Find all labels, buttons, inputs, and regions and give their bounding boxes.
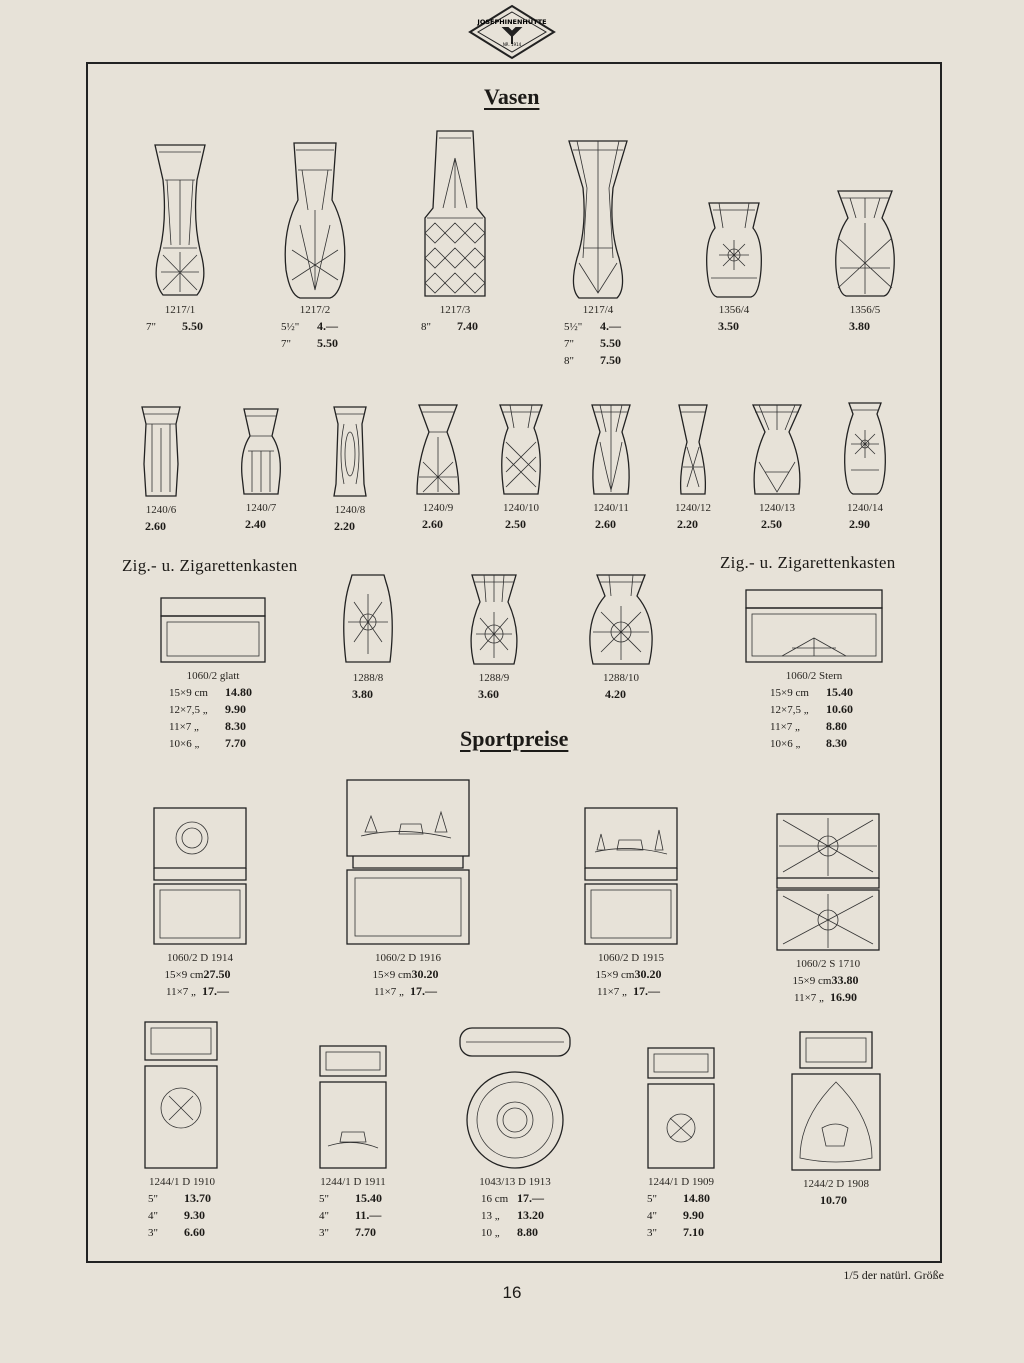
- price: 27.50: [203, 967, 231, 981]
- size-label: 3": [148, 1227, 158, 1239]
- price: 13.20: [517, 1208, 544, 1222]
- article-number: 1240/11: [593, 502, 629, 514]
- price: 8.30: [225, 719, 246, 733]
- box-drawing: [148, 804, 252, 948]
- heading-zigarettenkasten-left: Zig.- u. Zigarettenkasten: [122, 556, 298, 575]
- size-label: 12×7,5 „: [169, 704, 208, 716]
- article-number: 1217/3: [439, 304, 471, 316]
- article-number: 1240/8: [334, 504, 366, 516]
- price: 14.80: [683, 1191, 710, 1205]
- price: 2.40: [245, 517, 266, 531]
- cigarette-box-1060-2-stern: [740, 586, 888, 752]
- article-number: 1240/6: [145, 504, 177, 516]
- vase-drawing: [464, 572, 524, 668]
- price: 15.40: [355, 1191, 382, 1205]
- vase-drawing: [749, 402, 805, 498]
- sport-box-1060-2-d-1914: [144, 804, 256, 1000]
- logo-text: JOSEPHINENHÜTTE: [477, 18, 547, 26]
- price: 7.50: [600, 353, 621, 367]
- price: 8.80: [517, 1225, 538, 1239]
- size-label: 7": [281, 338, 291, 350]
- vase-drawing: [563, 138, 633, 300]
- price: 3.60: [478, 687, 499, 701]
- vase-1288-8: [330, 572, 406, 703]
- heading-zigarettenkasten-right: Zig.- u. Zigarettenkasten: [720, 553, 896, 572]
- price: 16.90: [830, 990, 857, 1004]
- size-label: 12×7,5 „: [770, 704, 809, 716]
- vase-drawing: [588, 402, 634, 498]
- vase-drawing: [830, 188, 900, 300]
- size-label: 5½": [564, 321, 583, 333]
- article-number: 1356/4: [718, 304, 750, 316]
- vase-drawing: [338, 572, 398, 668]
- article-number: 1244/1 D 1910: [149, 1176, 215, 1188]
- price: 7.10: [683, 1225, 704, 1239]
- vase-1288-9: [456, 572, 532, 703]
- price: 15.40: [826, 685, 853, 699]
- vase-drawing: [415, 128, 495, 300]
- price: 9.90: [225, 702, 246, 716]
- price: 3.80: [352, 687, 373, 701]
- size-label: 3": [647, 1227, 657, 1239]
- size-label: 11×7 „: [794, 992, 824, 1004]
- article-number: 1240/9: [422, 502, 454, 514]
- price: 8.80: [826, 719, 847, 733]
- scale-note: 1/5 der natürl. Größe: [843, 1268, 944, 1282]
- size-label: 4": [319, 1210, 329, 1222]
- price: 11.—: [355, 1208, 382, 1222]
- size-label: 5½": [281, 321, 300, 333]
- vase-1217-4: [548, 138, 648, 369]
- price: 7.70: [225, 736, 246, 750]
- article-number: 1060/2 D 1916: [375, 952, 441, 964]
- price: 2.60: [422, 517, 443, 531]
- price: 17.—: [202, 984, 229, 998]
- article-number: 1060/2 S 1710: [795, 958, 861, 970]
- price: 2.50: [505, 517, 526, 531]
- price: 5.50: [182, 319, 203, 333]
- article-number: 1244/2 D 1908: [803, 1178, 869, 1190]
- size-label: 5": [148, 1193, 158, 1205]
- price: 30.20: [411, 967, 439, 981]
- vase-1240-9: [393, 402, 483, 533]
- page-number: 16: [502, 1283, 522, 1302]
- vase-drawing: [699, 200, 769, 300]
- box-drawing: [157, 594, 269, 666]
- price: 9.30: [184, 1208, 205, 1222]
- vase-drawing: [145, 140, 215, 300]
- ashtray-1043-13-d-1913: [450, 1024, 580, 1241]
- price: 8.30: [826, 736, 847, 750]
- size-label: 15×9 cm: [372, 969, 412, 981]
- vase-1217-2: [265, 140, 365, 352]
- vase-drawing: [238, 406, 284, 498]
- article-number: 1288/9: [478, 672, 510, 684]
- price: 17.—: [410, 984, 437, 998]
- size-label: 15×9 cm: [792, 975, 832, 987]
- vase-1240-7: [216, 406, 306, 533]
- size-label: 11×7 „: [770, 721, 800, 733]
- vase-drawing: [583, 572, 659, 668]
- article-number: 1240/14: [846, 502, 884, 514]
- size-label: 11×7 „: [169, 721, 199, 733]
- price: 4.—: [317, 319, 338, 333]
- article-number: 1240/7: [245, 502, 277, 514]
- price: 2.20: [334, 519, 355, 533]
- vase-drawing: [675, 402, 711, 498]
- vase-drawing: [138, 404, 184, 500]
- size-label: 10×6 „: [169, 738, 200, 750]
- josephinenhuette-logo: [468, 4, 556, 60]
- article-number: 1043/13 D 1913: [479, 1176, 551, 1188]
- price: 9.90: [683, 1208, 704, 1222]
- vase-1217-1: [130, 140, 230, 335]
- size-label: 15×9 cm: [169, 687, 208, 699]
- price: 10.60: [826, 702, 853, 716]
- price: 4.20: [605, 687, 626, 701]
- size-label: 10 „: [481, 1227, 500, 1239]
- price: 30.20: [634, 967, 662, 981]
- size-label: 11×7 „: [597, 986, 627, 998]
- heading-vasen: Vasen: [484, 84, 540, 109]
- article-number: 1288/8: [352, 672, 384, 684]
- article-number: 1060/2 glatt: [186, 670, 240, 682]
- box-drawing: [579, 804, 683, 948]
- size-label: 15×9 cm: [770, 687, 809, 699]
- price: 4.—: [600, 319, 621, 333]
- sport-box-1060-2-d-1915: [575, 804, 687, 1000]
- size-label: 4": [148, 1210, 158, 1222]
- price: 6.60: [184, 1225, 205, 1239]
- price: 17.—: [633, 984, 660, 998]
- size-label: 11×7 „: [166, 986, 196, 998]
- price: 3.50: [718, 319, 739, 333]
- article-number: 1244/1 D 1911: [320, 1176, 386, 1188]
- size-label: 15×9 cm: [595, 969, 635, 981]
- size-label: 11×7 „: [374, 986, 404, 998]
- price: 14.80: [225, 685, 252, 699]
- price: 2.90: [849, 517, 870, 531]
- sport-box-1244-1-d-1909: [625, 1044, 737, 1241]
- size-label: 8": [421, 321, 431, 333]
- size-label: 13 „: [481, 1210, 500, 1222]
- vase-1356-5: [815, 188, 915, 335]
- price: 2.20: [677, 517, 698, 531]
- size-label: 7": [146, 321, 156, 333]
- price: 2.50: [761, 517, 782, 531]
- size-label: 5": [319, 1193, 329, 1205]
- box-drawing: [742, 586, 886, 666]
- vase-drawing: [280, 140, 350, 300]
- heading-sportpreise: Sportpreise: [460, 726, 569, 751]
- sport-box-1244-1-d-1910: [126, 1018, 238, 1241]
- sport-box-1060-2-d-1916: [338, 776, 478, 1000]
- box-drawing: [308, 1042, 398, 1172]
- article-number: 1060/2 Stern: [785, 670, 843, 682]
- sport-box-1244-1-d-1911: [297, 1042, 409, 1241]
- vase-1240-14: [820, 400, 910, 533]
- article-number: 1244/1 D 1909: [648, 1176, 714, 1188]
- article-number: 1060/2 D 1914: [167, 952, 233, 964]
- size-label: 8": [564, 355, 574, 367]
- vase-1240-12: [653, 402, 733, 533]
- price: 2.60: [145, 519, 166, 533]
- article-number: 1060/2 D 1915: [598, 952, 664, 964]
- price: 7.70: [355, 1225, 376, 1239]
- size-label: 4": [647, 1210, 657, 1222]
- sport-box-1244-2-d-1908: [780, 1028, 892, 1209]
- size-label: 3": [319, 1227, 329, 1239]
- size-label: 15×9 cm: [164, 969, 204, 981]
- vase-1217-3: [405, 128, 505, 335]
- price: 10.70: [820, 1193, 847, 1207]
- article-number: 1217/4: [582, 304, 614, 316]
- vase-1240-8: [305, 404, 395, 535]
- size-label: 5": [647, 1193, 657, 1205]
- size-label: 10×6 „: [770, 738, 801, 750]
- article-number: 1356/5: [849, 304, 881, 316]
- vase-1240-11: [566, 402, 656, 533]
- cigarette-box-1060-2-glatt: [150, 594, 276, 752]
- vase-drawing: [496, 402, 546, 498]
- box-drawing: [133, 1018, 231, 1172]
- vase-1240-10: [476, 402, 566, 533]
- article-number: 1240/12: [674, 502, 712, 514]
- vase-drawing: [841, 400, 889, 498]
- vase-1288-10: [578, 572, 664, 703]
- article-number: 1217/1: [164, 304, 196, 316]
- sport-box-1060-2-s-1710: [768, 810, 888, 1006]
- price: 5.50: [317, 336, 338, 350]
- vase-1240-6: [116, 404, 206, 535]
- box-drawing: [773, 810, 883, 954]
- article-number: 1288/10: [602, 672, 640, 684]
- price: 33.80: [831, 973, 859, 987]
- box-drawing: [636, 1044, 726, 1172]
- size-label: 7": [564, 338, 574, 350]
- size-label: 16 cm: [481, 1193, 509, 1205]
- ashtray-drawing: [452, 1024, 578, 1172]
- vase-1240-13: [732, 402, 822, 533]
- article-number: 1240/13: [758, 502, 796, 514]
- article-number: 1240/10: [502, 502, 540, 514]
- price: 7.40: [457, 319, 478, 333]
- vase-1356-4: [684, 200, 784, 335]
- vase-drawing: [330, 404, 370, 500]
- price: 2.60: [595, 517, 616, 531]
- price: 13.70: [184, 1191, 211, 1205]
- article-number: 1217/2: [299, 304, 331, 316]
- logo-small-text: NR. 1914: [502, 42, 522, 47]
- box-drawing: [786, 1028, 886, 1174]
- vase-drawing: [413, 402, 463, 498]
- box-drawing: [341, 776, 475, 948]
- price: 17.—: [517, 1191, 544, 1205]
- price: 3.80: [849, 319, 870, 333]
- price: 5.50: [600, 336, 621, 350]
